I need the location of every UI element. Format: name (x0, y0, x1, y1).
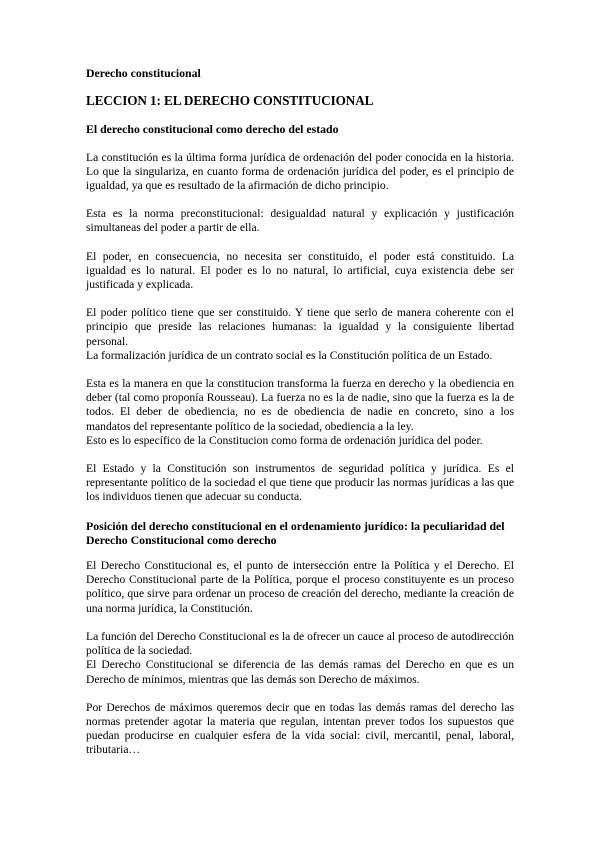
paragraph-text: Por Derechos de máximos queremos decir que en todas las demás ramas del derecho las normas pretender agotar la materia que regulan, intentan prever todos los supuestos que puedan producirse en cualquier esfera de la vida social: civil, mercantil, penal, laboral, tributaria… (86, 700, 514, 757)
document-page (86, 66, 514, 772)
paragraph (86, 151, 514, 194)
document-header: Derecho constitucional (86, 66, 201, 80)
paragraph (86, 630, 514, 687)
paragraph-text: El Derecho Constitucional se diferencia de las demás ramas del Derecho en que es un Derecho de mínimos, mientras que las demás son Derecho de máximos. (86, 658, 514, 686)
paragraph-text: Esta es la manera en que la constitucion transforma la fuerza en derecho y la obediencia en deber (tal como proponía Rousseau). La fuerza no es la de nadie, sino que la fuerza es la de todos. El deber de obediencia, no es de obediencia de nadie en concreto, sino a los mandatos del representante político de la sociedad, obediencia a la ley. (86, 377, 514, 433)
paragraph-text: El Estado y la Constitución son instrumentos de seguridad política y jurídica. Es el representante político de la sociedad el que tiene que producir las normas jurídicas a las que los individuos tienen que adecuar su conducta. (86, 462, 514, 504)
lesson-title: LECCION 1: EL DERECHO CONSTITUCIONAL (86, 93, 374, 109)
paragraph-text: La función del Derecho Constitucional es la de ofrecer un cauce al proceso de autodirección política de la sociedad. (86, 629, 514, 658)
paragraph (86, 250, 514, 293)
paragraph (86, 207, 514, 235)
paragraph (86, 701, 514, 758)
paragraph (86, 377, 514, 448)
paragraph-text: Esto es lo específico de la Constitucion como forma de ordenación jurídica del poder. (86, 433, 483, 447)
paragraph (86, 462, 514, 505)
paragraph-text: El poder político tiene que ser constituido. Y tiene que serlo de manera coherente con el principio que preside las relaciones humanas: la igualdad y la consiguiente libertad personal. (86, 306, 514, 348)
paragraph-text: La constitución es la última forma jurídica de ordenación del poder conocida en la historia. Lo que la singulariza, en cuanto forma de ordenación jurídica del poder, es el principio de igualdad, ya que es resultado de la afirmación de dicho principio. (86, 150, 514, 193)
section-body (86, 559, 514, 757)
paragraph-text: La formalización jurídica de un contrato social es la Constitución política de un Estado. (86, 348, 493, 362)
paragraph (86, 559, 514, 616)
paragraph-text: El poder, en consecuencia, no necesita ser constituido, el poder está constituido. La igualdad es lo natural. El poder es lo no natural, lo artificial, cuya existencia debe ser justificada y explicada. (86, 249, 514, 292)
section-body (86, 151, 514, 505)
paragraph-text: Esta es la norma preconstitucional: desigualdad natural y explicación y justificación simultaneas del poder a partir de ella. (86, 207, 514, 235)
paragraph-text: El Derecho Constitucional es, el punto de intersección entre la Política y el Derecho. El Derecho Constitucional parte de la Política, porque el proceso constituyente es un proceso político, que sirve para ordenar un proceso de creación del derecho, mediante la creación de una norma jurídica, la Constitución. (86, 559, 514, 615)
section-title: Posición del derecho constitucional en el ordenamiento jurídico: la peculiaridad del Derecho Constitucional como derecho (86, 518, 505, 547)
section-title: El derecho constitucional como derecho del estado (86, 122, 339, 137)
paragraph (86, 306, 514, 363)
